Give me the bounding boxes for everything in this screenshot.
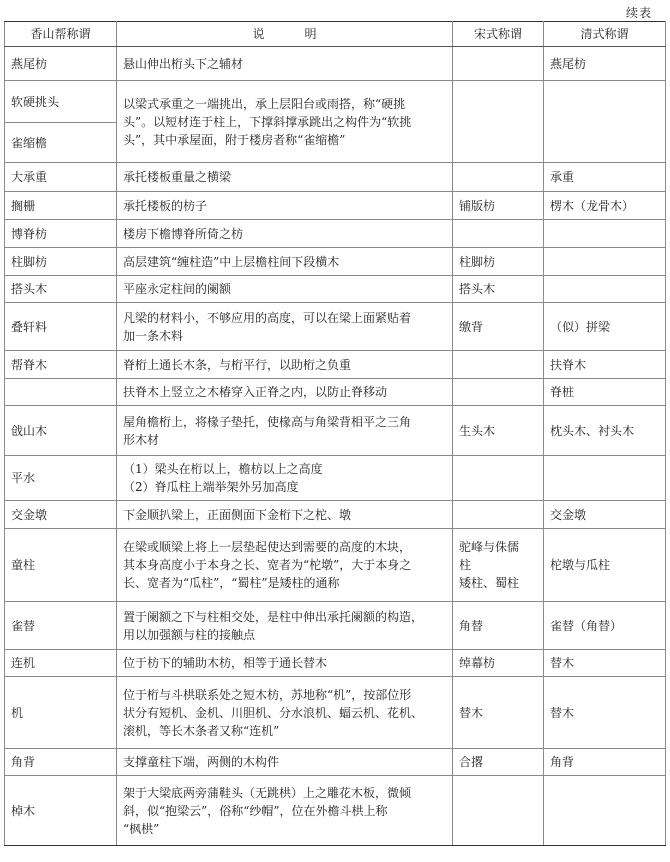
xiangshan-term-cell: 戗山木 bbox=[5, 406, 117, 456]
description-cell: 扶脊木上竖立之木椿穿入正脊之内，以防止脊移动 bbox=[117, 379, 453, 406]
qing-term-cell bbox=[544, 776, 666, 846]
header-xiangshan: 香山帮称谓 bbox=[5, 22, 117, 47]
description-cell: 屋角檐桁上，将椽子垫托，使椽高与角梁背相平之三角 形木材 bbox=[117, 406, 453, 456]
qing-term-cell: 柁墩与瓜柱 bbox=[544, 529, 666, 602]
xiangshan-term-cell: 雀替 bbox=[5, 602, 117, 650]
song-term-cell: 铺版枋 bbox=[453, 192, 544, 220]
description-cell: 位于枋下的辅助木枋，相等于通长替木 bbox=[117, 650, 453, 677]
table-header-row bbox=[5, 22, 666, 47]
description-cell: 脊桁上通长木条，与桁平行，以助桁之负重 bbox=[117, 351, 453, 379]
xiangshan-term-cell: 搭头木 bbox=[5, 276, 117, 303]
table-row bbox=[5, 220, 666, 248]
song-term-cell: 搭头木 bbox=[453, 276, 544, 303]
qing-term-cell: 交金墩 bbox=[544, 501, 666, 529]
description-cell: 以梁式承重之一端挑出，承上层阳台或雨搭，称“硬挑 头”。以短材连于柱上，下撑斜撑承跳出之构件为“软挑 头”，其中承屋面，附于楼房者称“雀缩檐” bbox=[117, 81, 453, 163]
description-cell: 悬山伸出桁头下之辅材 bbox=[117, 47, 453, 81]
description-cell: 凡梁的材料小，不够应用的高度，可以在梁上面紧贴着 加一条木料 bbox=[117, 303, 453, 351]
description-cell: 平座永定柱间的阑额 bbox=[117, 276, 453, 303]
song-term-cell bbox=[453, 163, 544, 192]
qing-term-cell: 替木 bbox=[544, 650, 666, 677]
xiangshan-term-cell: 角背 bbox=[5, 749, 117, 776]
description-cell: 在梁或顺梁上将上一层垫起使达到需要的高度的木块， 其本身高度小于本身之长、宽者为“柁墩”，大于本身之 长、宽者为“瓜柱”，“蜀柱”是矮柱的通称 bbox=[117, 529, 453, 602]
description-cell: 承托楼板重量之横梁 bbox=[117, 163, 453, 192]
qing-term-cell bbox=[544, 276, 666, 303]
xiangshan-term-cell: 交金墩 bbox=[5, 501, 117, 529]
qing-term-cell: 雀替（角替） bbox=[544, 602, 666, 650]
song-term-cell: 替木 bbox=[453, 677, 544, 749]
table-row bbox=[5, 81, 666, 123]
qing-term-cell bbox=[544, 81, 666, 163]
terminology-table bbox=[4, 21, 666, 846]
xiangshan-term-cell: 软硬挑头 bbox=[5, 81, 117, 123]
qing-term-cell: （似）拼梁 bbox=[544, 303, 666, 351]
table-row bbox=[5, 379, 666, 406]
description-cell: 承托楼板的枋子 bbox=[117, 192, 453, 220]
description-cell: 下金顺扒梁上，正面侧面下金桁下之柁、墩 bbox=[117, 501, 453, 529]
xiangshan-term-cell: 搁栅 bbox=[5, 192, 117, 220]
description-cell: 置于阑额之下与柱相交处，是柱中伸出承托阑额的构造， 用以加强额与柱的接触点 bbox=[117, 602, 453, 650]
qing-term-cell: 楞木（龙骨木） bbox=[544, 192, 666, 220]
song-term-cell bbox=[453, 81, 544, 163]
song-term-cell bbox=[453, 379, 544, 406]
description-cell: 楼房下檐博脊所倚之枋 bbox=[117, 220, 453, 248]
song-term-cell: 生头木 bbox=[453, 406, 544, 456]
song-term-cell: 驼峰与侏儒 柱 矮柱、蜀柱 bbox=[453, 529, 544, 602]
qing-term-cell bbox=[544, 456, 666, 501]
xiangshan-term-cell bbox=[5, 379, 117, 406]
description-cell: 高层建筑“缠柱造”中上层檐柱间下段横木 bbox=[117, 248, 453, 276]
song-term-cell bbox=[453, 501, 544, 529]
table-row bbox=[5, 529, 666, 602]
table-row bbox=[5, 192, 666, 220]
table-row bbox=[5, 351, 666, 379]
xiangshan-term-cell: 童柱 bbox=[5, 529, 117, 602]
xiangshan-term-cell: 棹木 bbox=[5, 776, 117, 846]
qing-term-cell: 扶脊木 bbox=[544, 351, 666, 379]
description-cell: （1）梁头在桁以上，檐枋以上之高度 （2）脊瓜柱上端举架外另加高度 bbox=[117, 456, 453, 501]
song-term-cell: 缴背 bbox=[453, 303, 544, 351]
xiangshan-term-cell: 连机 bbox=[5, 650, 117, 677]
qing-term-cell: 燕尾枋 bbox=[544, 47, 666, 81]
song-term-cell: 柱脚枋 bbox=[453, 248, 544, 276]
table-row bbox=[5, 47, 666, 81]
table-row bbox=[5, 602, 666, 650]
song-term-cell bbox=[453, 351, 544, 379]
qing-term-cell bbox=[544, 220, 666, 248]
table-row bbox=[5, 248, 666, 276]
xiangshan-term-cell: 平水 bbox=[5, 456, 117, 501]
table-row bbox=[5, 163, 666, 192]
continued-table-label: 续表 bbox=[625, 6, 652, 20]
table-row bbox=[5, 776, 666, 846]
qing-term-cell: 替木 bbox=[544, 677, 666, 749]
table-row bbox=[5, 650, 666, 677]
header-song: 宋式称谓 bbox=[453, 22, 544, 47]
song-term-cell bbox=[453, 220, 544, 248]
xiangshan-term-cell: 雀缩檐 bbox=[5, 123, 117, 163]
table-row bbox=[5, 406, 666, 456]
xiangshan-term-cell: 机 bbox=[5, 677, 117, 749]
xiangshan-term-cell: 帮脊木 bbox=[5, 351, 117, 379]
xiangshan-term-cell: 燕尾枋 bbox=[5, 47, 117, 81]
description-cell: 支撑童柱下端，两侧的木构件 bbox=[117, 749, 453, 776]
song-term-cell: 绰幕枋 bbox=[453, 650, 544, 677]
description-cell: 位于桁与斗栱联系处之短木枋，苏地称“机”，按部位形 状分有短机、金机、川胆机、分水浪机、蝠云机、花机、 滚机，等长木条者又称“连机” bbox=[117, 677, 453, 749]
qing-term-cell: 脊桩 bbox=[544, 379, 666, 406]
qing-term-cell: 角背 bbox=[544, 749, 666, 776]
qing-term-cell: 枕头木、衬头木 bbox=[544, 406, 666, 456]
xiangshan-term-cell: 柱脚枋 bbox=[5, 248, 117, 276]
table-body bbox=[5, 47, 666, 846]
xiangshan-term-cell: 叠轩料 bbox=[5, 303, 117, 351]
song-term-cell bbox=[453, 47, 544, 81]
header-description: 说明 bbox=[117, 22, 453, 47]
song-term-cell bbox=[453, 456, 544, 501]
description-cell: 架于大梁底两旁蒲鞋头（无跳栱）上之雕花木板，微倾 斜，似“抱梁云”，俗称“纱帽”，位在外檐斗栱上称 “枫栱” bbox=[117, 776, 453, 846]
song-term-cell: 合撂 bbox=[453, 749, 544, 776]
table-row bbox=[5, 749, 666, 776]
xiangshan-term-cell: 大承重 bbox=[5, 163, 117, 192]
song-term-cell: 角替 bbox=[453, 602, 544, 650]
table-row bbox=[5, 501, 666, 529]
xiangshan-term-cell: 博脊枋 bbox=[5, 220, 117, 248]
table-row bbox=[5, 456, 666, 501]
table-row bbox=[5, 677, 666, 749]
header-qing: 清式称谓 bbox=[544, 22, 666, 47]
song-term-cell bbox=[453, 776, 544, 846]
qing-term-cell: 承重 bbox=[544, 163, 666, 192]
table-row bbox=[5, 303, 666, 351]
qing-term-cell bbox=[544, 248, 666, 276]
table-row bbox=[5, 276, 666, 303]
